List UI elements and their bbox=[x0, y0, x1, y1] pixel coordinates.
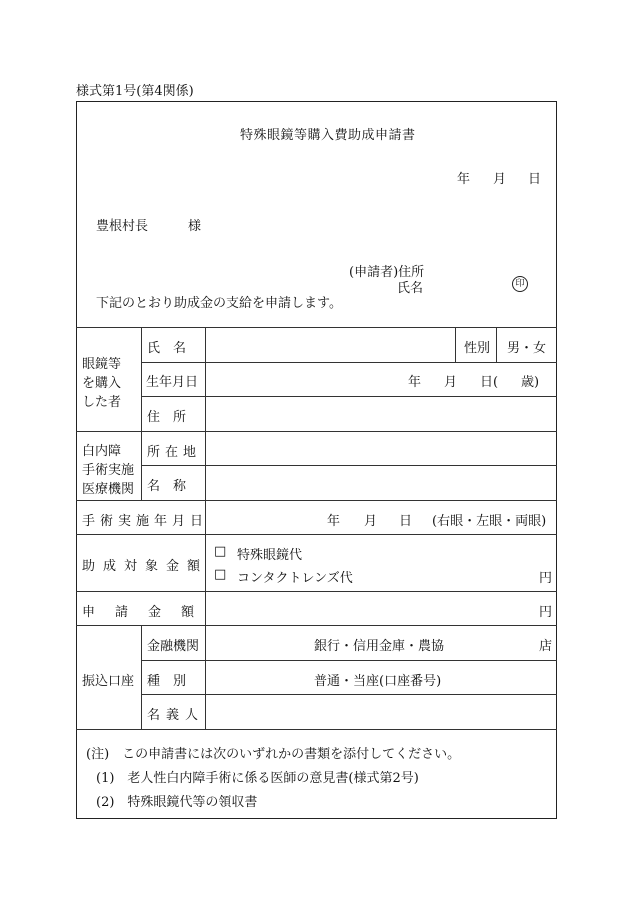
checkbox-icon[interactable]: □ bbox=[214, 544, 227, 559]
branch-suffix: 店 bbox=[539, 639, 553, 654]
seal-icon: 印 bbox=[512, 276, 528, 292]
age-suffix: 歳) bbox=[521, 375, 540, 390]
holder-label: 名義人 bbox=[147, 708, 205, 723]
gender-options: 男・女 bbox=[507, 341, 547, 356]
address-label: 住 所 bbox=[147, 410, 187, 425]
option-contact-lens: コンタクトレンズ代 bbox=[237, 571, 353, 586]
option-special-glasses: 特殊眼鏡代 bbox=[237, 548, 303, 563]
account-type-label: 種 別 bbox=[147, 674, 187, 689]
addressee-name: 豊根村長 bbox=[96, 219, 149, 234]
gender-label: 性別 bbox=[464, 341, 491, 356]
subsidy-yen: 円 bbox=[539, 571, 553, 586]
request-text: 下記のとおり助成金の支給を申請します。 bbox=[96, 296, 342, 311]
requested-amount-label: 申請金額 bbox=[82, 605, 215, 620]
hospital-line-2: 手術実施 bbox=[82, 463, 135, 478]
applicant-name-label: 氏名 bbox=[397, 281, 424, 296]
surgery-date-label: 手術実施年月日 bbox=[82, 514, 209, 529]
purchaser-section-label bbox=[82, 355, 135, 412]
purchaser-line-2: を購入 bbox=[82, 376, 122, 391]
surgery-year: 年 bbox=[327, 514, 341, 529]
purchaser-line-1: 眼鏡等 bbox=[82, 357, 122, 372]
date-month: 月 bbox=[493, 172, 507, 187]
birthdate-month: 月 bbox=[444, 375, 458, 390]
name-label: 氏 名 bbox=[147, 341, 187, 356]
subsidy-target-label: 助成対象金額 bbox=[82, 559, 209, 574]
account-type-options: 普通・当座(口座番号) bbox=[314, 674, 442, 689]
birthdate-day: 日( bbox=[480, 375, 499, 390]
date-year: 年 bbox=[457, 172, 471, 187]
form-title: 特殊眼鏡等購入費助成申請書 bbox=[240, 128, 416, 143]
form-number: 様式第1号(第4関係) bbox=[76, 84, 194, 99]
addressee-honorific: 様 bbox=[188, 219, 202, 234]
institution-label: 金融機関 bbox=[147, 639, 200, 654]
bank-section-label: 振込口座 bbox=[82, 674, 135, 689]
notes-intro: (注) この申請書には次のいずれかの書類を添付してください。 bbox=[86, 747, 461, 762]
surgery-eyes: (右眼・左眼・両眼) bbox=[432, 514, 547, 529]
hospital-name-label: 名 称 bbox=[147, 479, 187, 494]
notes-item-1: (1) 老人性白内障手術に係る医師の意見書(様式第2号) bbox=[96, 771, 419, 786]
hospital-line-3: 医療機関 bbox=[82, 482, 135, 497]
purchaser-line-3: した者 bbox=[82, 395, 122, 410]
requested-yen: 円 bbox=[539, 605, 553, 620]
notes-item-2: (2) 特殊眼鏡代等の領収書 bbox=[96, 795, 258, 810]
hospital-line-1: 白内障 bbox=[82, 444, 122, 459]
hospital-section-label bbox=[82, 442, 135, 499]
birthdate-label: 生年月日 bbox=[146, 375, 199, 390]
institution-types: 銀行・信用金庫・農協 bbox=[314, 639, 445, 654]
surgery-day: 日 bbox=[399, 514, 413, 529]
applicant-address-label: (申請者)住所 bbox=[349, 265, 425, 280]
hospital-location-label: 所在地 bbox=[147, 445, 202, 460]
birthdate-year: 年 bbox=[408, 375, 422, 390]
date-day: 日 bbox=[528, 172, 542, 187]
surgery-month: 月 bbox=[364, 514, 378, 529]
checkbox-icon[interactable]: □ bbox=[214, 567, 227, 582]
